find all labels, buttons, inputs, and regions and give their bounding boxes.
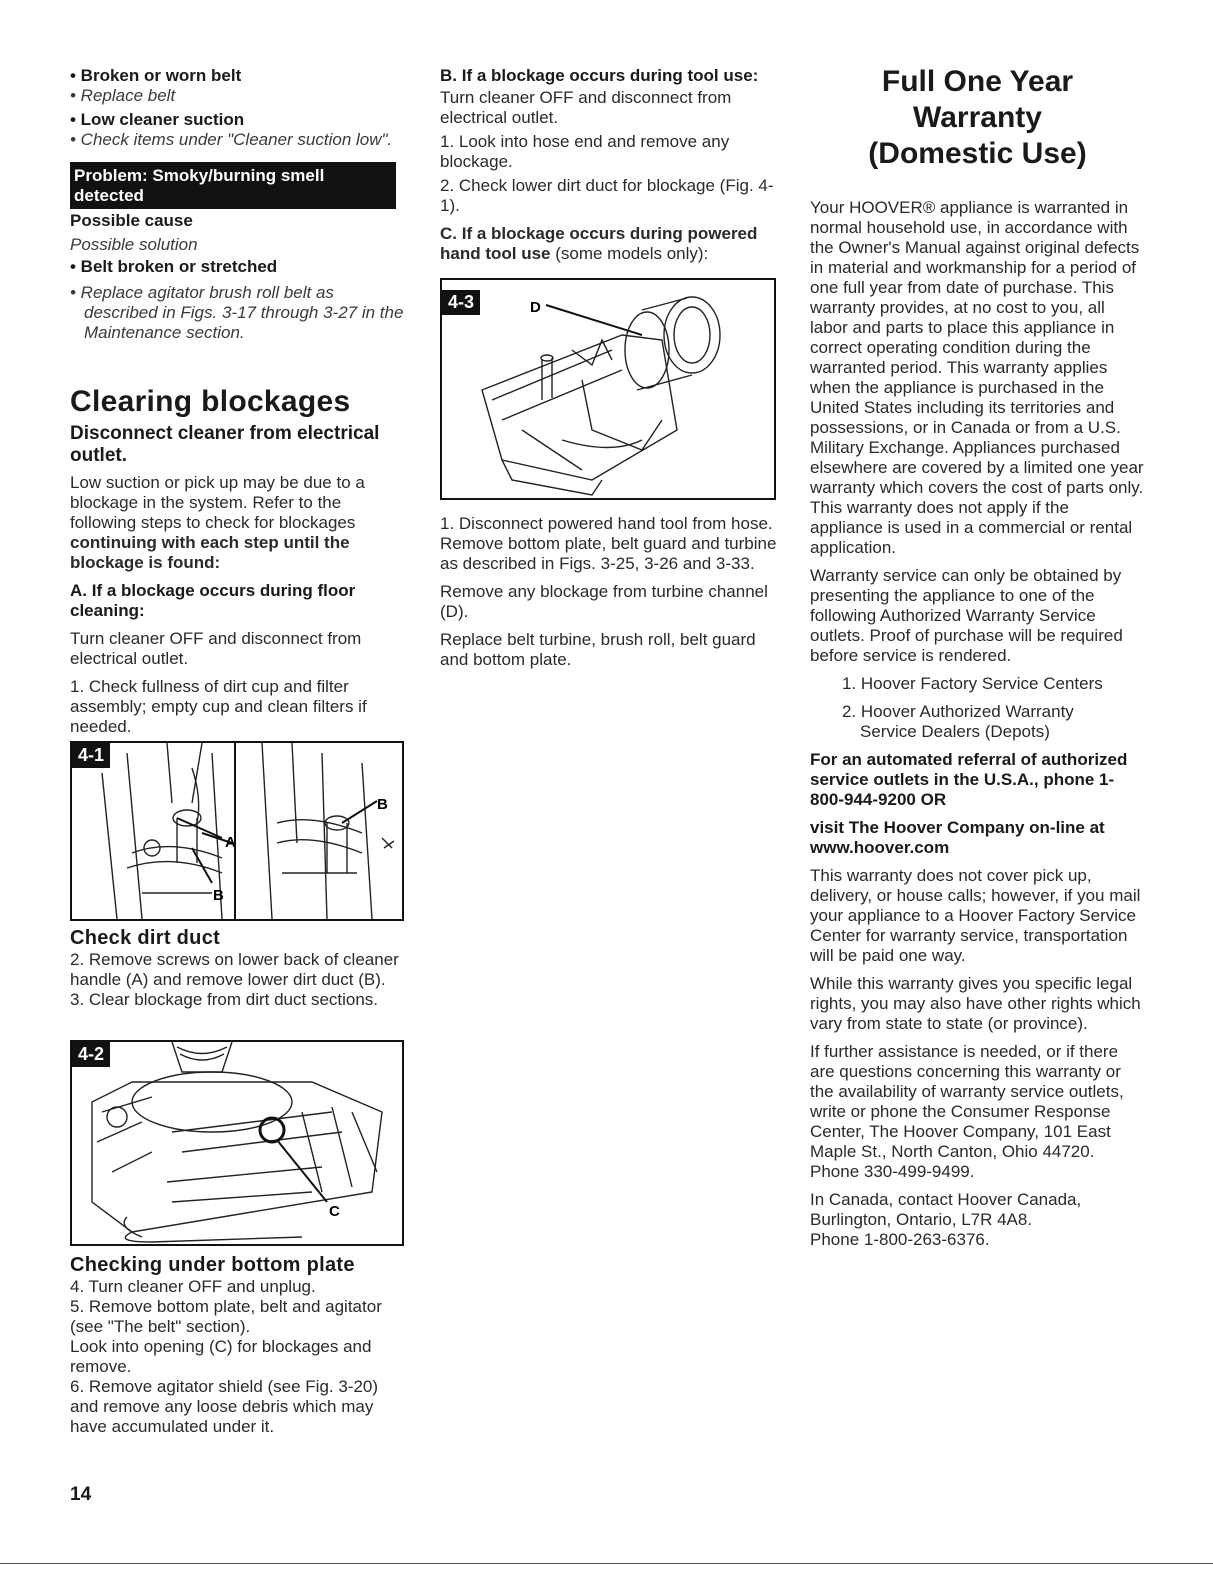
figure-4-2 [70,1040,404,1246]
warranty-title-line1: Full One Year [881,65,1074,98]
page-number: 14 [70,1484,92,1505]
referral-bold: For an automated referral of authorized service outlets in the U.S.A., phone 1-800-944-9200 OR [810,750,1128,809]
phone-us: Phone 330-499-9499. [810,1162,975,1181]
bottom-rule [0,1563,1213,1564]
website-bold: visit The Hoover Company on-line at www.hoover.com [810,818,1105,857]
step-c3: Replace belt turbine, brush roll, belt guard and bottom plate. [440,630,756,669]
section-a-heading: A. If a blockage occurs during floor cleaning: [70,581,356,620]
step-c1: 1. Disconnect powered hand tool from hose. Remove bottom plate, belt guard and turbine as described in Figs. 3-25, 3-26 and 3-33. [440,514,777,573]
section-b-heading: B. If a blockage occurs during tool use: [440,66,759,85]
outlet-list-item: 1. Hoover Factory Service Centers [842,674,1103,693]
intro-plain: Low suction or pick up may be due to a blockage in the system. Refer to the following steps to check for blockages [70,473,365,532]
fig43-label-d: D [530,299,541,316]
warranty-paragraph: While this warranty gives you specific legal rights, you may also have other rights which vary from state to state (or province). [810,974,1141,1033]
figure-4-2-illustration [72,1042,402,1244]
warranty-paragraph: If further assistance is needed, or if there are questions concerning this warranty or the availability of warranty service outlets, write or phone the Consumer Response Center, The Hoover Company, 101 East Maple St., North Canton, Ohio 44720. [810,1042,1124,1161]
figure-4-1 [70,741,404,921]
possible-solution-label: Possible solution [70,235,198,254]
troubleshoot-item: • Low cleaner suction [70,110,245,129]
step-6: 6. Remove agitator shield (see Fig. 3-20) and remove any loose debris which may have accumulated under it. [70,1377,379,1436]
warranty-title-line2: Warranty [913,101,1042,134]
section-heading: Clearing blockages [70,385,351,418]
fig42-label-c: C [329,1203,340,1220]
step-2: 2. Remove screws on lower back of cleaner handle (A) and remove lower dirt duct (B). [70,950,399,989]
figure-label: 4-3 [442,290,480,315]
look-text: Look into opening (C) for blockages and remove. [70,1337,372,1376]
check-bottom-plate-heading: Checking under bottom plate [70,1254,355,1276]
possible-cause-label: Possible cause [70,211,193,230]
warranty-paragraph: Your HOOVER® appliance is warranted in normal household use, in accordance with the Owner's Manual against original defects in material and workmanship for a period of one full year from date of purchase. This warranty provides, at no cost to you, all labor and parts to place this appliance in correct operating condition during the warranted period. This warranty applies when the appliance is purchased in the United States including its territories and possessions, or in Canada or from a U.S. Military Exchange. Appliances purchased elsewhere are covered by a limited one year warranty which covers the cost of parts only. This warranty does not apply if the appliance is used in a commercial or rental application. [810,198,1144,557]
section-c-rest: (some models only): [550,244,709,263]
step-5: 5. Remove bottom plate, belt and agitator (see "The belt" section). [70,1297,382,1336]
section-c-heading [440,224,785,264]
intro-bold: continuing with each step until the blockage is found: [70,533,350,572]
outlet-list-item: 2. Hoover Authorized Warranty [842,702,1074,721]
troubleshoot-solution: • Replace agitator brush roll belt as described in Figs. 3-17 through 3-27 in the Maintenance section. [70,283,404,342]
fig41-label-b: B [377,796,388,813]
figure-label: 4-1 [72,743,110,768]
check-dirt-duct-heading: Check dirt duct [70,927,221,949]
right-column [810,64,1145,1250]
figure-4-1-illustration [72,743,402,919]
troubleshoot-solution: • Replace belt [70,86,176,105]
step-c2: Remove any blockage from turbine channel (D). [440,582,768,621]
section-c-bold: C. If a blockage occurs during powered hand tool use [440,224,758,263]
section-b-text: Turn cleaner OFF and disconnect from electrical outlet. [440,88,732,127]
middle-column [440,66,785,670]
warranty-paragraph: Warranty service can only be obtained by presenting the appliance to one of the following Authorized Warranty Service outlets. Proof of purchase will be required before service is rendered. [810,566,1123,665]
section-subheading: Disconnect cleaner from electrical outlet. [70,423,380,466]
troubleshoot-item: • Broken or worn belt [70,66,242,85]
step-1: 1. Check fullness of dirt cup and filter assembly; empty cup and clean filters if needed. [70,677,367,736]
outlet-list-item-cont: Service Dealers (Depots) [860,722,1050,741]
section-a-text: Turn cleaner OFF and disconnect from electrical outlet. [70,629,362,668]
figure-4-3-illustration [442,280,774,498]
step-3: 3. Clear blockage from dirt duct sections. [70,990,379,1009]
warranty-paragraph: This warranty does not cover pick up, delivery, or house calls; however, if you mail your appliance to a Hoover Factory Service Center for warranty service, transportation will be paid one way. [810,866,1141,965]
left-column [70,66,405,1437]
troubleshoot-solution: • Check items under "Cleaner suction low". [70,130,393,149]
phone-canada: Phone 1-800-263-6376. [810,1230,990,1249]
warranty-title-line3: (Domestic Use) [868,137,1087,170]
step-b1: 1. Look into hose end and remove any blockage. [440,132,730,171]
figure-4-3 [440,278,776,500]
fig41-label-a: A [225,834,236,851]
problem-banner: Problem: Smoky/burning smell detected [70,162,396,209]
step-b2: 2. Check lower dirt duct for blockage (Fig. 4-1). [440,176,774,215]
fig41-label-b: B [213,887,224,904]
troubleshoot-item: • Belt broken or stretched [70,257,278,276]
warranty-paragraph: In Canada, contact Hoover Canada, Burlington, Ontario, L7R 4A8. [810,1190,1082,1229]
intro-text [70,473,405,573]
figure-label: 4-2 [72,1042,110,1067]
step-4: 4. Turn cleaner OFF and unplug. [70,1277,316,1296]
